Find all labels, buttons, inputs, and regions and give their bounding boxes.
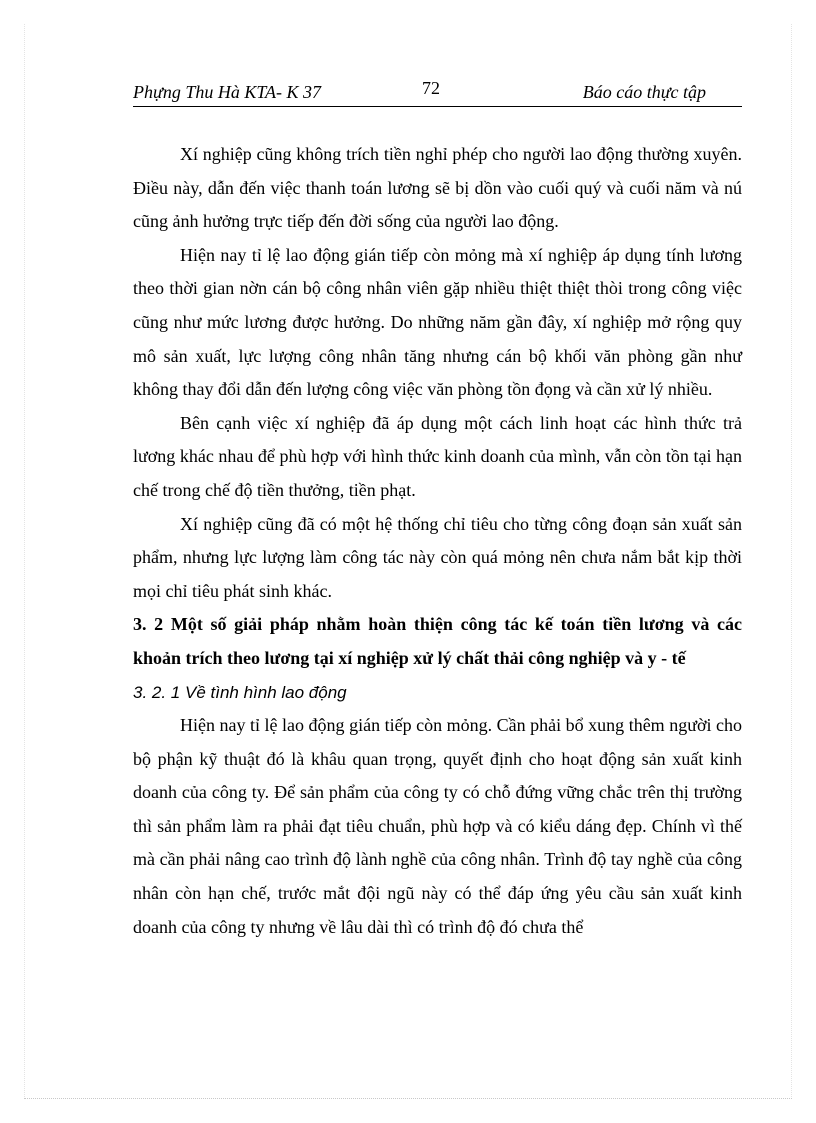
- paragraph: Xí nghiệp cũng đã có một hệ thống chỉ tiêu cho từng công đoạn sản xuất sản phẩm, nhưng lực lượng làm công tác này còn quá mỏng nên chưa nắm bắt kịp thời mọi chỉ tiêu phát sinh khác.: [133, 513, 742, 601]
- paragraph: Bên cạnh việc xí nghiệp đã áp dụng một cách linh hoạt các hình thức trả lương khác nhau để phù hợp với hình thức kinh doanh của mình, vẫn còn tồn tại hạn chế trong chế độ tiền thưởng, tiền phạt.: [133, 412, 742, 500]
- subsection-heading: 3. 2. 1 Về tình hình lao động: [133, 682, 347, 702]
- paragraph: Hiện nay tỉ lệ lao động gián tiếp còn mỏng. Cần phải bổ xung thêm người cho bộ phận kỹ thuật đó là khâu quan trọng, quyết định cho hoạt động sản xuất kinh doanh của công ty. Để sản phẩm của công ty có chỗ đứng vững chắc trên thị trường thì sản phẩm làm ra phải đạt tiêu chuẩn, phù hợp và có kiểu dáng đẹp. Chính vì thế mà cần phải nâng cao trình độ lành nghề của công nhân. Trình độ tay nghề của công nhân còn hạn chế, trước mắt đội ngũ này có thể đáp ứng yêu cầu sản xuất kinh doanh của công ty nhưng về lâu dài thì có trình độ đó chưa thể: [133, 715, 742, 937]
- header-report-title: Báo cáo thực tập: [582, 82, 706, 102]
- header-author: Phựng Thu Hà KTA- K 37: [133, 82, 321, 102]
- paragraph: Xí nghiệp cũng không trích tiền nghỉ phép cho người lao động thường xuyên. Điều này, dẫn đến việc thanh toán lương sẽ bị dồn vào cuối quý và cuối năm và nú cũng ảnh hưởng trực tiếp đến đời sống của người lao động.: [133, 144, 742, 232]
- page-header: [133, 78, 742, 107]
- page-bottom-border: [24, 1098, 792, 1099]
- page-border-left: [24, 24, 25, 1099]
- page-number: 72: [422, 78, 440, 98]
- document-body: [133, 138, 742, 944]
- paragraph: Hiện nay tỉ lệ lao động gián tiếp còn mỏng mà xí nghiệp áp dụng tính lương theo thời gian nờn cán bộ công nhân viên gặp nhiều thiệt thiệt thòi trong công việc cũng như mức lương được hưởng. Do những năm gần đây, xí nghiệp mở rộng quy mô sản xuất, lực lượng công nhân tăng nhưng cán bộ khối văn phòng gần như không thay đổi dẫn đến lượng công việc văn phòng tồn đọng và cần xử lý nhiều.: [133, 244, 742, 400]
- page-border-right: [791, 24, 792, 1099]
- section-heading: 3. 2 Một số giải pháp nhằm hoàn thiện công tác kế toán tiền lương và các khoản trích theo lương tại xí nghiệp xử lý chất thải công nghiệp và y - tế: [133, 614, 742, 668]
